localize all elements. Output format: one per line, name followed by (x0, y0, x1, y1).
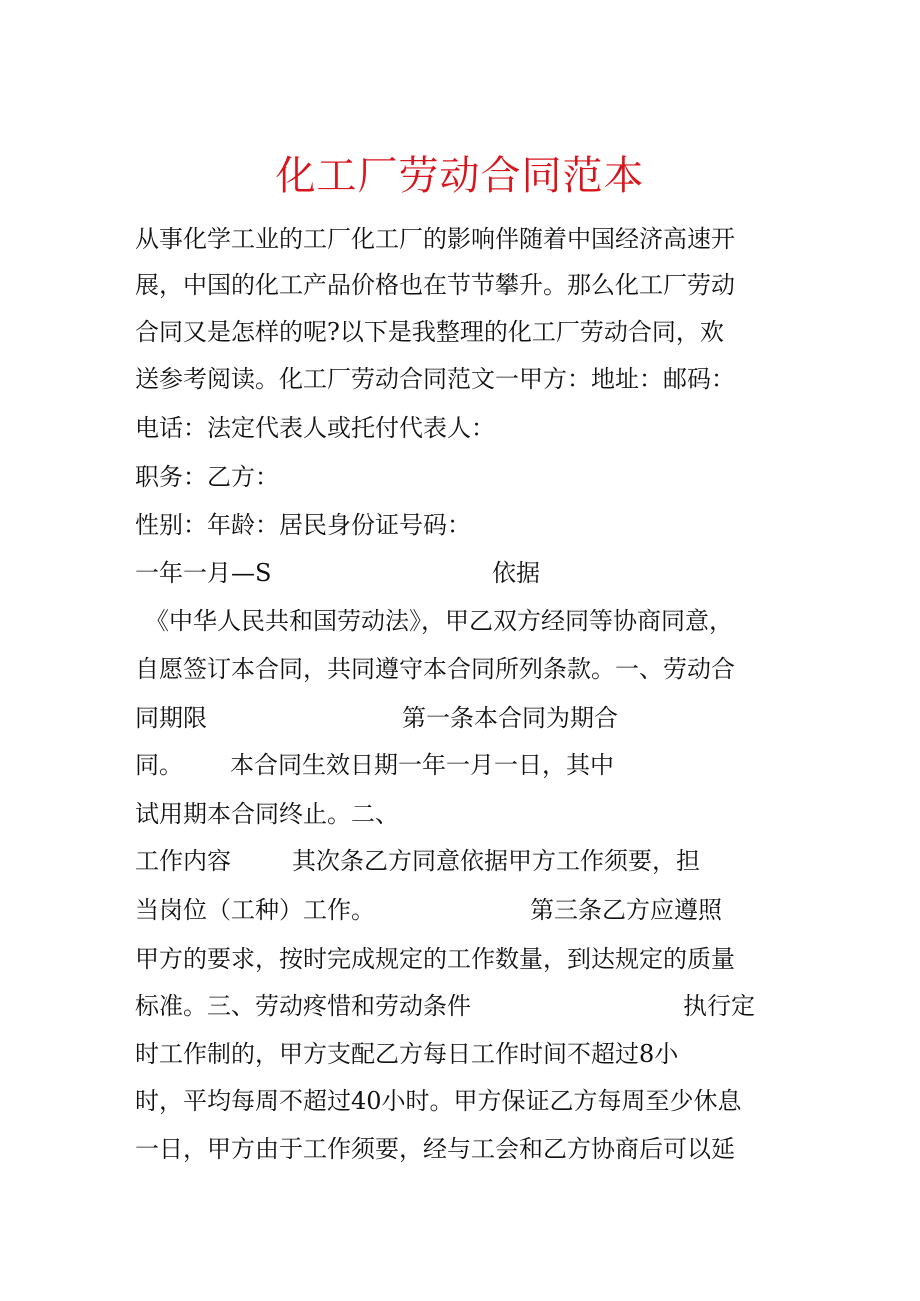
body-line: 合同又是怎样的呢?以下是我整理的化工厂劳动合同，欢 (135, 318, 724, 346)
body-line-segment: 执行定 (683, 992, 755, 1020)
body-line: 时，平均每周不超过40小时。甲方保证乙方每周至少休息 (135, 1087, 742, 1115)
body-line-segment: 本合同生效日期一年一月一日，其中 (230, 751, 614, 779)
body-line-segment: 一年一月—S (135, 559, 272, 587)
document-title: 化工厂劳动合同范本 (275, 153, 645, 199)
body-line: 送参考阅读。化工厂劳动合同范文一甲方：地址：邮码： (135, 365, 735, 393)
body-line: 职务：乙方： (135, 463, 279, 491)
body-line: 展，中国的化工产品价格也在节节攀升。那么化工厂劳动 (135, 271, 735, 299)
body-line: 试用期本合同终止。二、 (135, 800, 399, 828)
body-line-segment: 其次条乙方同意依据甲方工作须要，担 (292, 847, 700, 875)
body-line: 甲方的要求，按时完成规定的工作数量，到达规定的质量 (135, 945, 735, 973)
body-line: 一日，甲方由于工作须要，经与工会和乙方协商后可以延 (135, 1135, 735, 1163)
body-line: 电话：法定代表人或托付代表人： (135, 414, 495, 442)
body-line-segment: 标准。三、劳动疼惜和劳动条件 (135, 992, 471, 1020)
body-line-segment: 第一条本合同为期合 (402, 704, 618, 732)
body-line-segment: 依据 (492, 559, 540, 587)
body-line: 从事化学工业的工厂化工厂的影响伴随着中国经济高速开 (135, 225, 735, 253)
body-line-segment: 工作内容 (135, 847, 231, 875)
body-line: 性别：年龄：居民身份证号码： (135, 511, 471, 539)
body-line-segment: 同期限 (135, 704, 207, 732)
body-line-segment: 同。 (135, 751, 183, 779)
body-line: 《中华人民共和国劳动法》，甲乙双方经同等协商同意， (145, 607, 733, 635)
body-line-segment: 第三条乙方应遵照 (530, 896, 722, 924)
body-line: 自愿签订本合同，共同遵守本合同所列条款。一、劳动合 (135, 655, 735, 683)
body-line: 时工作制的，甲方支配乙方每日工作时间不超过8小 (135, 1040, 679, 1068)
body-line-segment: 当岗位（工种）工作。 (135, 896, 375, 924)
